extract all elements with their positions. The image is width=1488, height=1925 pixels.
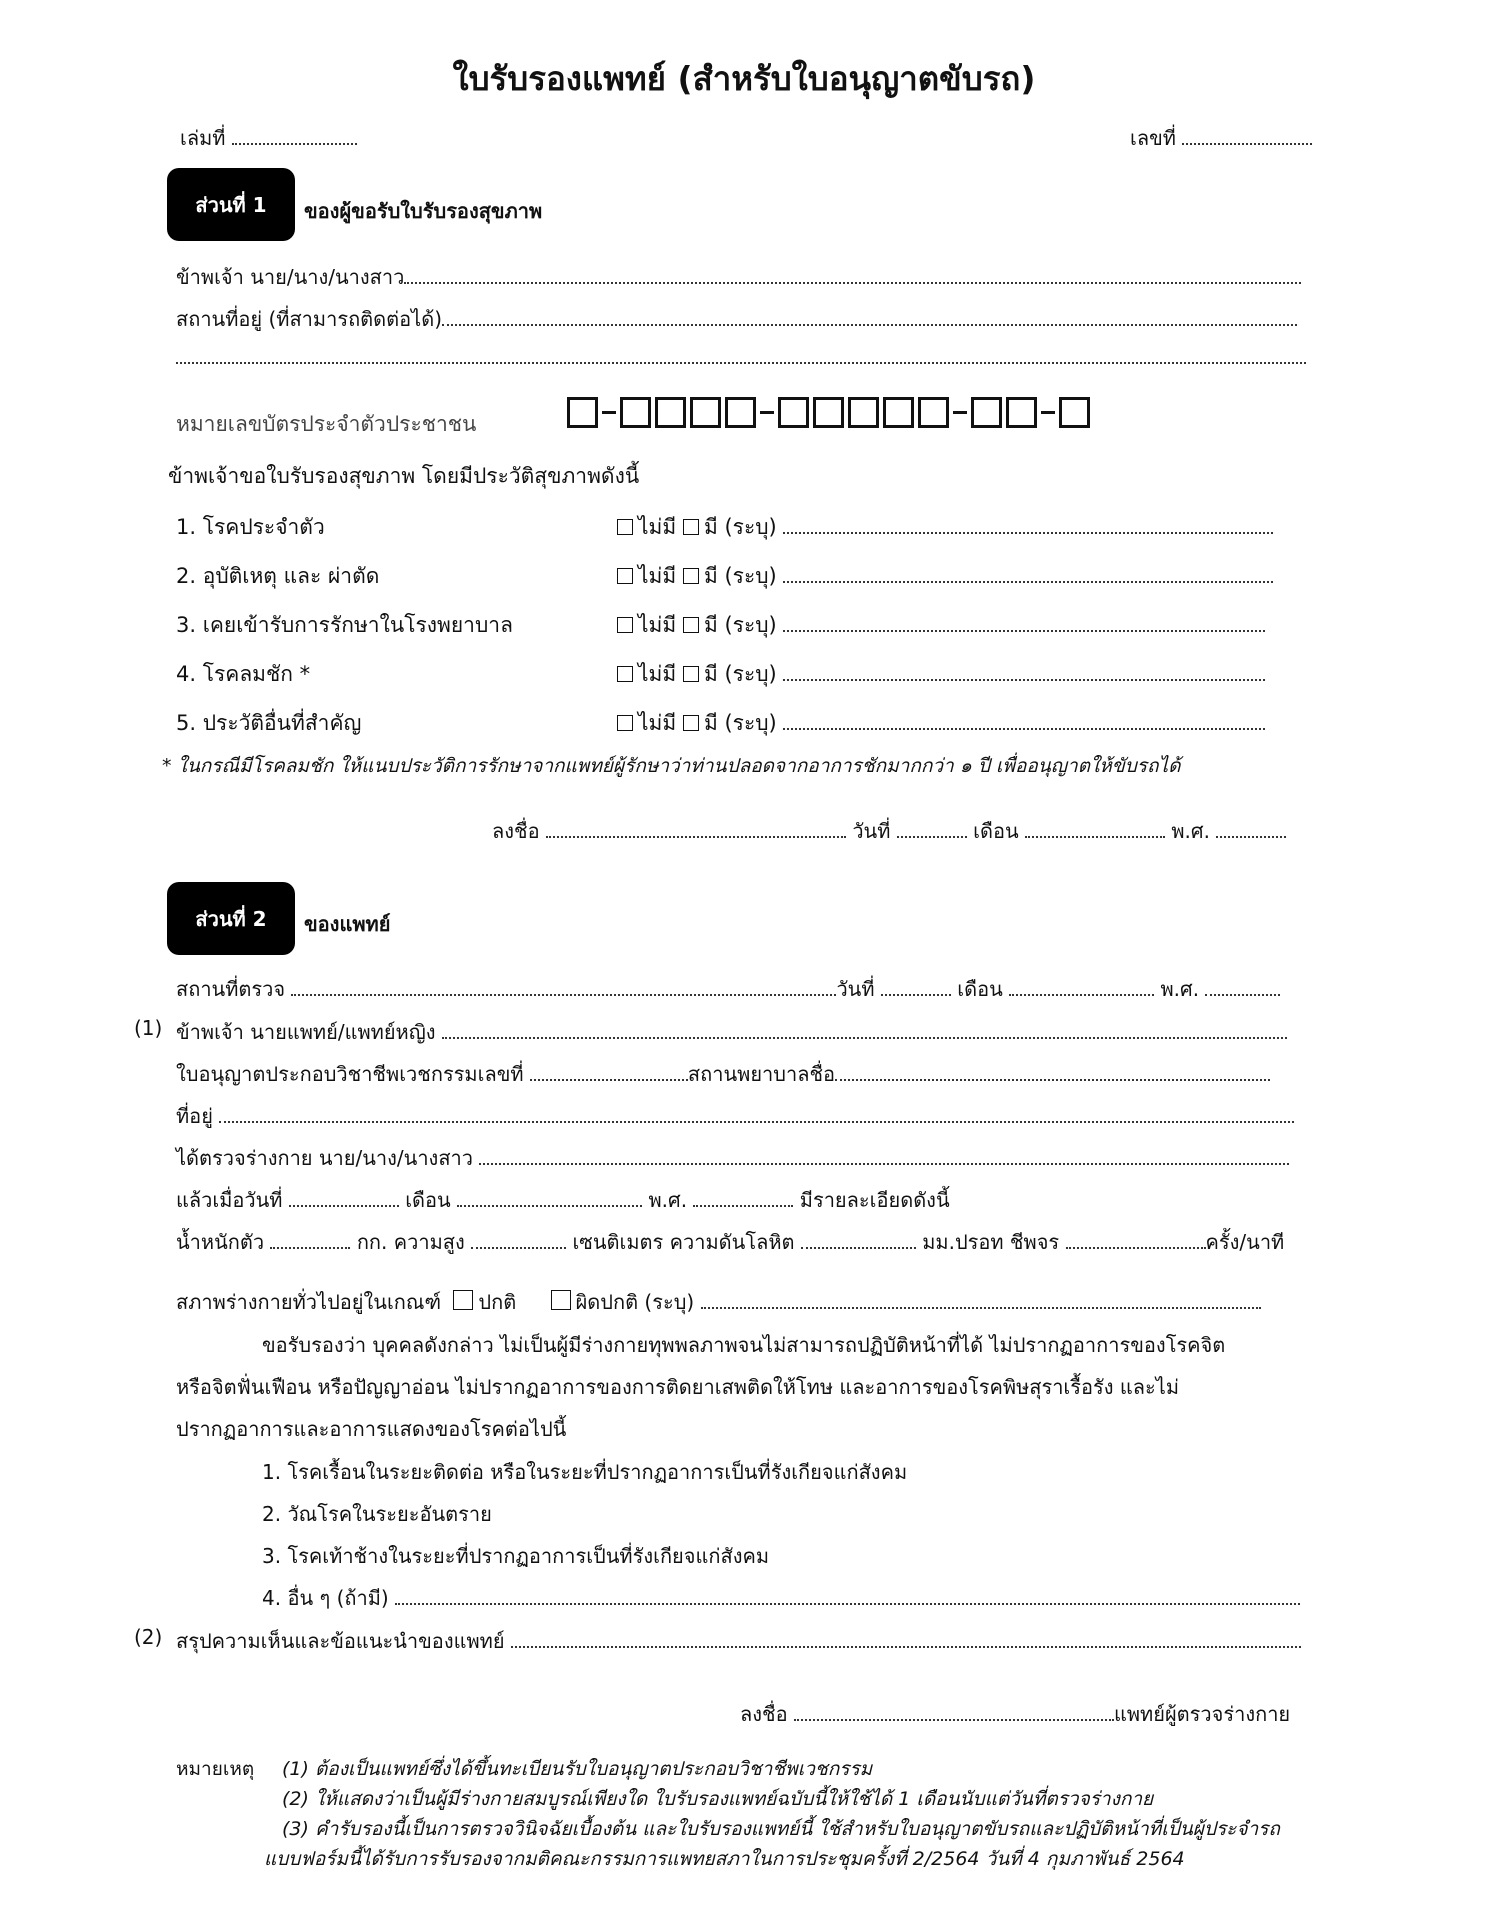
yes-label: มี [703,711,718,735]
doc-no-field [1130,122,1312,154]
note-1: (1) ต้องเป็นแพทย์ซึ่งได้ขึ้นทะเบียนรับใบอนุญาตประกอบวิชาชีพเวชกรรม [282,1758,873,1780]
summary-label: สรุปความเห็นและข้อแนะนำของแพทย์ [176,1629,505,1653]
year-label: พ.ศ. [648,1188,688,1212]
yes-checkbox[interactable] [683,519,699,535]
history-item-label: 1. โรคประจำตัว [176,515,325,539]
id-number-boxes[interactable] [565,397,1092,428]
month-label: เดือน [957,977,1003,1001]
no-label: ไม่มี [638,662,677,686]
pulse-input[interactable] [1066,1229,1206,1249]
height-label: กก. ความสูง [356,1230,465,1254]
history-item-label: 3. เคยเข้ารับการรักษาในโรงพยาบาล [176,613,513,637]
doctor-name-row [176,1016,1287,1048]
exam-date-label: แล้วเมื่อวันที่ [176,1188,283,1212]
day-label: วันที่ [836,977,875,1001]
exam-place-row [176,973,1280,1005]
summary-row [176,1625,1301,1657]
general-condition-row [176,1286,1261,1318]
examiner-label: แพทย์ผู้ตรวจร่างกาย [1113,1702,1291,1726]
no-checkbox[interactable] [617,519,633,535]
applicant-name-input[interactable] [404,264,1301,284]
exam-place-label: สถานที่ตรวจ [176,977,286,1001]
specify-input[interactable] [783,710,1265,730]
no-checkbox[interactable] [617,617,633,633]
no-label: ไม่มี [638,613,677,637]
item-2-number: (2) [134,1625,163,1649]
part2-heading: ของแพทย์ [304,912,391,936]
general-condition-label: สภาพร่างกายทั่วไปอยู่ในเกณฑ์ [176,1290,442,1314]
applicant-address-input[interactable] [442,306,1297,326]
disease-item: 4. อื่น ๆ (ถ้ามี) [262,1586,389,1610]
year-input[interactable] [1205,976,1280,996]
vitals-row [176,1226,1284,1258]
certification-line-2: หรือจิตฟั่นเฟือน หรือปัญญาอ่อน ไม่ปรากฏอาการของการติดยาเสพติดให้โทษ และอาการของโรคพิษสุราเรื้อรัง และไม่ [176,1375,1180,1399]
doctor-name-label: ข้าพเจ้า นายแพทย์/แพทย์หญิง [176,1020,436,1044]
doctor-address-label: ที่อยู่ [176,1104,213,1128]
no-label: ไม่มี [638,515,677,539]
specify-input[interactable] [783,514,1273,534]
yes-label: มี [703,662,718,686]
height-input[interactable] [471,1229,566,1249]
normal-label: ปกติ [478,1290,517,1314]
history-item-label: 4. โรคลมชัก * [176,662,311,686]
exam-date-row [176,1184,950,1216]
item-1-number: (1) [134,1016,163,1040]
other-disease-input[interactable] [395,1585,1300,1605]
exam-place-input[interactable] [291,976,836,996]
book-no-input[interactable] [232,125,357,145]
yes-checkbox[interactable] [683,617,699,633]
normal-checkbox[interactable] [453,1290,473,1310]
exam-year-input[interactable] [693,1187,793,1207]
doctor-signature-row [740,1698,1290,1730]
details-label: มีรายละเอียดดังนี้ [799,1188,950,1212]
book-no-label: เล่มที่ [180,126,226,150]
blood-pressure-input[interactable] [801,1229,916,1249]
notes-label: หมายเหตุ [176,1758,255,1780]
history-options [617,609,1265,642]
no-label: ไม่มี [638,711,677,735]
year-input[interactable] [1216,818,1286,838]
abnormal-checkbox[interactable] [551,1290,571,1310]
sign-label: ลงชื่อ [740,1702,788,1726]
no-checkbox[interactable] [617,715,633,731]
day-label: วันที่ [852,819,891,843]
year-label: พ.ศ. [1171,819,1210,843]
pulse-unit: ครั้ง/นาที [1205,1230,1285,1254]
year-label: พ.ศ. [1160,977,1200,1001]
abnormal-label: ผิดปกติ (ระบุ) [575,1290,695,1314]
part1-badge: ส่วนที่ 1 [167,168,295,241]
weight-label: น้ำหนักตัว [176,1230,265,1254]
signature-input[interactable] [546,818,846,838]
history-options [617,560,1273,593]
history-item [176,511,325,544]
history-item [176,609,513,642]
specify-label: (ระบุ) [724,515,777,539]
month-input[interactable] [1025,818,1165,838]
doc-no-input[interactable] [1182,125,1312,145]
history-item [176,707,361,740]
book-no-field [180,122,357,154]
pulse-label: มม.ปรอท ชีพจร [922,1230,1060,1254]
day-input[interactable] [881,976,951,996]
part1-heading: ของผู้ขอรับใบรับรองสุขภาพ [304,199,543,223]
yes-label: มี [703,613,718,637]
applicant-address-row [176,303,1297,335]
history-item [176,658,310,691]
examined-person-label: ได้ตรวจร่างกาย นาย/นาง/นางสาว [176,1146,473,1170]
doctor-address-input[interactable] [219,1103,1294,1123]
examined-person-row [176,1142,1289,1174]
approval-note: แบบฟอร์มนี้ได้รับการรับรองจากมติคณะกรรมการแพทยสภาในการประชุมครั้งที่ 2/2564 วันที่ 4 กุมภาพันธ์ 2564 [264,1848,1185,1870]
disease-item: 2. วัณโรคในระยะอันตราย [262,1502,492,1526]
specify-label: (ระบุ) [724,711,777,735]
doctor-address-row [176,1100,1294,1132]
history-item-label: 2. อุบัติเหตุ และ ผ่าตัด [176,564,380,588]
history-item-label: 5. ประวัติอื่นที่สำคัญ [176,711,362,735]
history-options [617,658,1265,691]
doctor-signature-input[interactable] [794,1701,1114,1721]
no-checkbox[interactable] [617,568,633,584]
hospital-input[interactable] [835,1061,1270,1081]
applicant-address-label: สถานที่อยู่ (ที่สามารถติดต่อได้) [176,307,443,331]
day-input[interactable] [897,818,967,838]
hospital-label: สถานพยาบาลชื่อ [687,1062,836,1086]
note-3: (3) คำรับรองนี้เป็นการตรวจวินิจฉัยเบื้องต้น และใบรับรองแพทย์นี้ ใช้สำหรับใบอนุญาตขับรถและปฏิบัติหน้าที่เป็นผู้ประจำรถ [282,1818,1280,1840]
part1-signature-row [492,815,1286,847]
id-number-label: หมายเลขบัตรประจำตัวประชาชน [176,412,477,436]
specify-label: (ระบุ) [724,564,777,588]
certification-line-1: ขอรับรองว่า บุคคลดังกล่าว ไม่เป็นผู้มีร่างกายทุพพลภาพจนไม่สามารถปฏิบัติหน้าที่ได้ ไม่ปรากฏอาการของโรคจิต [262,1333,1226,1357]
no-checkbox[interactable] [617,666,633,682]
weight-input[interactable] [270,1229,350,1249]
exam-day-input[interactable] [289,1187,399,1207]
doc-no-label: เลขที่ [1130,126,1176,150]
month-label: เดือน [973,819,1019,843]
document-title: ใบรับรองแพทย์ (สำหรับใบอนุญาตขับรถ) [452,59,1036,98]
certification-line-3: ปรากฏอาการและอาการแสดงของโรคต่อไปนี้ [176,1417,567,1441]
disease-item: 1. โรคเรื้อนในระยะติดต่อ หรือในระยะที่ปรากฏอาการเป็นที่รังเกียจแก่สังคม [262,1460,908,1484]
sign-label: ลงชื่อ [492,819,540,843]
note-2: (2) ให้แสดงว่าเป็นผู้มีร่างกายสมบูรณ์เพียงใด ใบรับรองแพทย์ฉบับนี้ให้ใช้ได้ 1 เดือนนับแต่วันที่ตรวจร่างกาย [282,1788,1154,1810]
abnormal-input[interactable] [701,1289,1261,1309]
license-label: ใบอนุญาตประกอบวิชาชีพเวชกรรมเลขที่ [176,1062,524,1086]
blood-pressure-label: เซนติเมตร ความดันโลหิต [572,1230,795,1254]
part2-badge: ส่วนที่ 2 [167,882,295,955]
specify-input[interactable] [783,612,1265,632]
history-options [617,511,1273,544]
yes-checkbox[interactable] [683,666,699,682]
specify-input[interactable] [783,563,1273,583]
summary-input[interactable] [511,1628,1301,1648]
history-item [176,560,379,593]
other-disease-row [262,1582,1300,1614]
applicant-name-row [176,261,1301,293]
yes-checkbox[interactable] [683,568,699,584]
disease-item: 3. โรคเท้าช้างในระยะที่ปรากฏอาการเป็นที่รังเกียจแก่สังคม [262,1544,770,1568]
no-label: ไม่มี [638,564,677,588]
applicant-name-label: ข้าพเจ้า นาย/นาง/นางสาว [176,265,405,289]
examined-person-input[interactable] [479,1145,1289,1165]
license-row [176,1058,1270,1090]
specify-label: (ระบุ) [724,662,777,686]
part1-intro: ข้าพเจ้าขอใบรับรองสุขภาพ โดยมีประวัติสุขภาพดังนี้ [168,464,640,488]
exam-month-input[interactable] [457,1187,642,1207]
month-input[interactable] [1009,976,1154,996]
epilepsy-footnote: * ในกรณีมีโรคลมชัก ให้แนบประวัติการรักษาจากแพทย์ผู้รักษาว่าท่านปลอดจากอาการชักมากกว่า ๑ ปี เพื่ออนุญาตให้ขับรถได้ [162,755,1181,777]
applicant-address-line2[interactable] [176,344,1306,368]
yes-label: มี [703,564,718,588]
yes-label: มี [703,515,718,539]
specify-label: (ระบุ) [724,613,777,637]
yes-checkbox[interactable] [683,715,699,731]
doctor-name-input[interactable] [442,1019,1287,1039]
month-label: เดือน [405,1188,451,1212]
history-options [617,707,1265,740]
license-input[interactable] [530,1061,688,1081]
specify-input[interactable] [783,661,1265,681]
